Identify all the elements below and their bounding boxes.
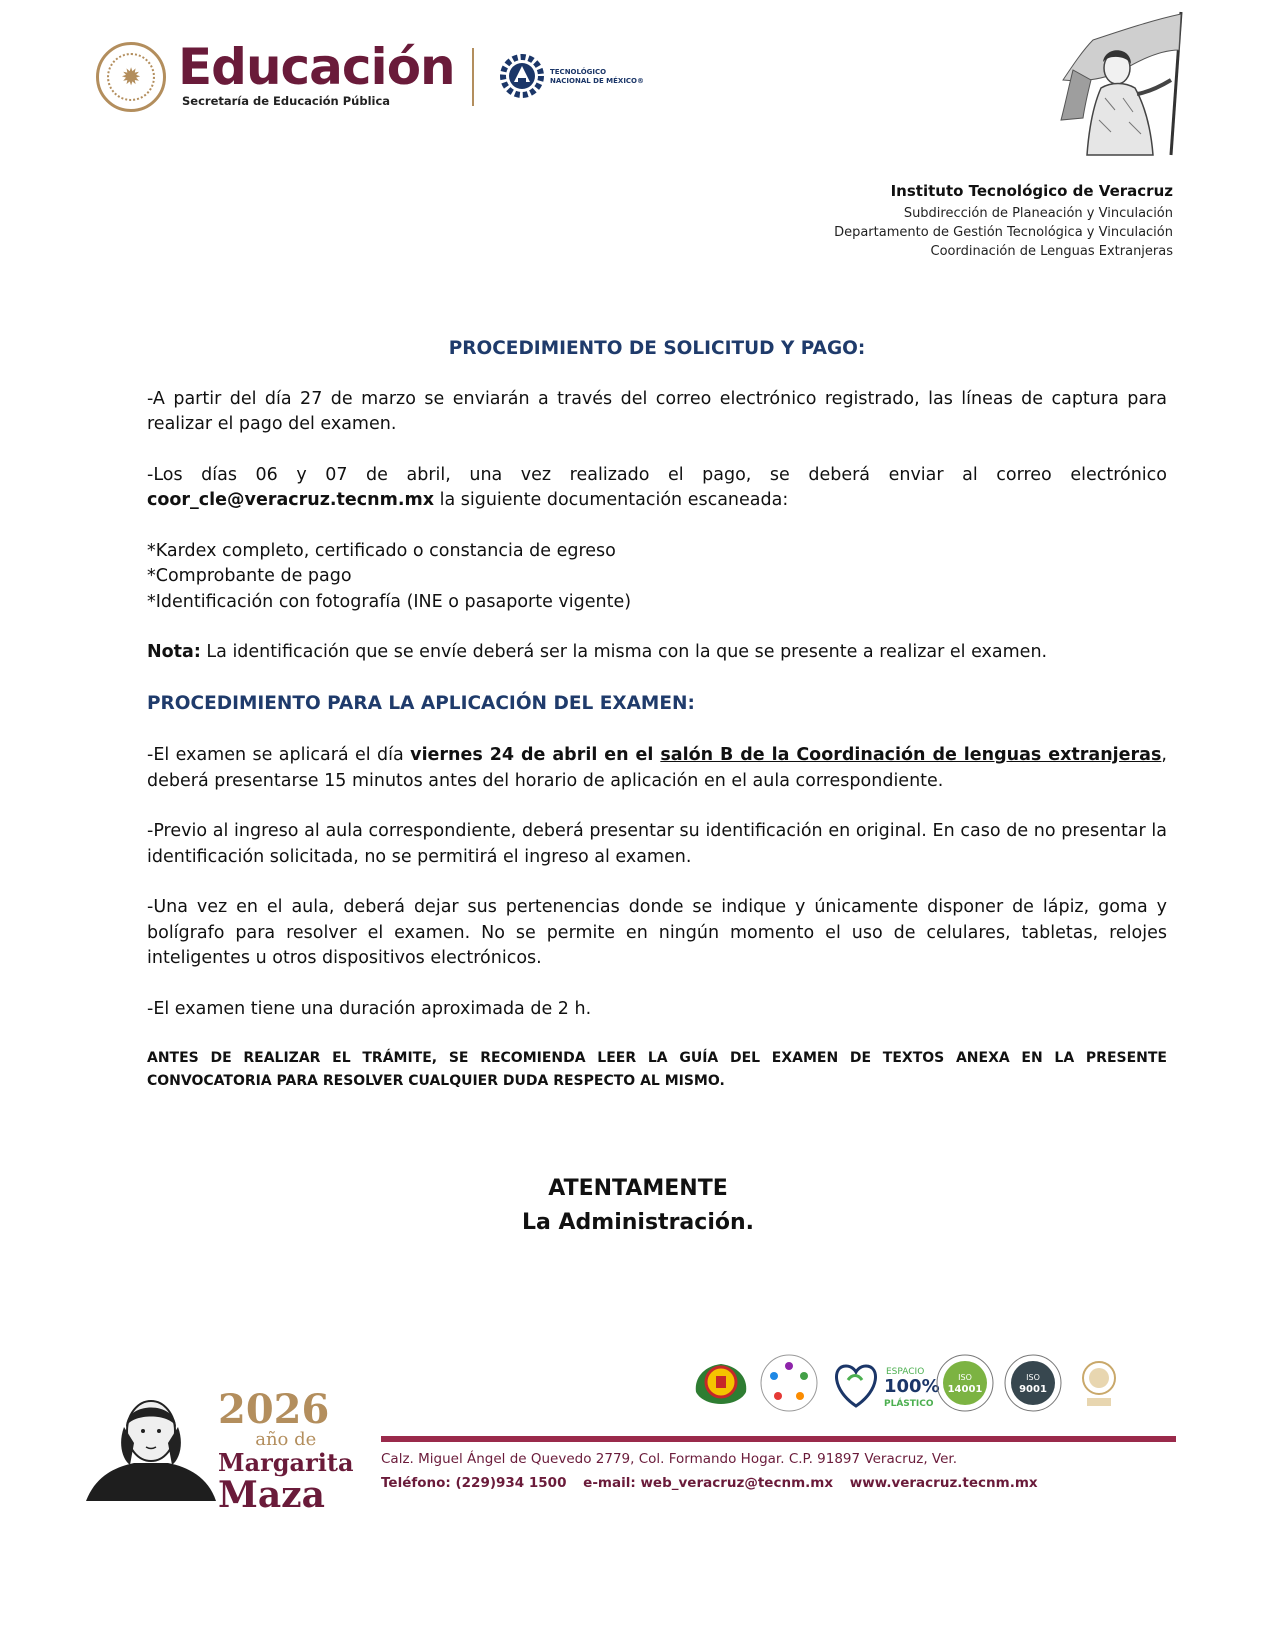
closing-signature [0,1172,1276,1240]
tecnm-logo-text: TECNOLÓGICO NACIONAL DE MÉXICO® [550,68,645,85]
svg-text:ESPACIO: ESPACIO [886,1367,925,1377]
itv-crest-icon [690,1352,752,1414]
footer-phone: Teléfono: (229)934 1500 [381,1475,567,1491]
svg-text:14001: 14001 [947,1384,983,1395]
svg-text:PLÁSTICO: PLÁSTICO [884,1399,934,1409]
year-name-first: Margarita [218,1448,354,1477]
iso-14001-icon [934,1352,996,1414]
education-brand-title: Educación [178,38,455,96]
note-paragraph: Nota: La identificación que se envíe deberá ser la misma con la que se presente a realizar el examen. [147,642,1048,662]
svg-text:ISO: ISO [958,1373,972,1382]
svg-text:9001: 9001 [1019,1384,1047,1395]
education-brand-subtitle: Secretaría de Educación Pública [182,94,391,108]
paragraph-send-documents: -Los días 06 y 07 de abril, una vez realizado el pago, se deberá enviar al correo electrónico coor_cle@veracruz.tecnm.mx la siguiente documentación escaneada: [147,464,1167,510]
institution-block [834,182,1173,261]
institution-coordination: Coordinación de Lenguas Extranjeras [930,244,1173,259]
eagle-icon: ✹ [107,53,155,101]
footer-address: Calz. Miguel Ángel de Quevedo 2779, Col. Formando Hogar. C.P. 91897 Veracruz, Ver. [381,1451,958,1467]
paragraph-duration: -El examen tiene una duración aproximada de 2 h. [147,998,592,1019]
exam-date: viernes 24 de abril en el [410,745,661,765]
svg-text:ISO: ISO [1026,1373,1040,1382]
heading-exam-procedure: PROCEDIMIENTO PARA LA APLICACIÓN DEL EXAMEN: [147,692,695,714]
year-de-label: año de [255,1429,317,1450]
brand-divider [472,48,474,106]
footer-contact [381,1475,1050,1491]
document-body [147,336,1167,1093]
coordination-email-link[interactable]: coor_cle@veracruz.tecnm.mx [147,490,435,510]
paragraph-exam-date: -El examen se aplicará el día viernes 24 de abril en el salón B de la Coordinación de lenguas extranjeras, deberá presentarse 15 minutos antes del horario de aplicación en el aula correspondiente. [147,745,1167,791]
year-number: 2026 [218,1386,330,1433]
footer-website-link[interactable]: www.veracruz.tecnm.mx [849,1475,1038,1491]
labor-equality-icon [758,1352,820,1414]
exam-location: salón B de la Coordinación de lenguas extranjeras [660,745,1162,765]
plastic-free-space-icon [826,1352,940,1414]
paragraph-capture-lines: -A partir del día 27 de marzo se enviarán a través del correo electrónico registrado, las líneas de captura para realizar el pago del examen. [147,388,1167,434]
heroine-with-flag-illustration [1053,10,1203,155]
footer-email-link[interactable]: e-mail: web_veracruz@tecnm.mx [583,1475,834,1491]
mexico-coat-of-arms-seal [96,42,166,112]
iso-9001-icon [1002,1352,1064,1414]
list-item: *Comprobante de pago [147,566,352,586]
tecnm-gear-logo-icon [500,48,544,104]
year-of-margarita-maza [218,1386,354,1516]
paragraph-identification: -Previo al ingreso al aula correspondiente, deberá presentar su identificación en original. En caso de no presentar la identificación solicitada, no se permitirá el ingreso al examen. [147,821,1167,867]
closing-greeting: ATENTAMENTE [548,1176,728,1201]
list-item: *Kardex completo, certificado o constancia de egreso [147,540,616,561]
footer-divider [381,1436,1176,1442]
institution-name: Instituto Tecnológico de Veracruz [890,182,1173,200]
required-documents-list [147,539,1167,616]
institution-department: Departamento de Gestión Tecnológica y Vinculación [834,225,1173,240]
list-item: *Identificación con fotografía (INE o pasaporte vigente) [147,591,632,612]
svg-text:100%: 100% [884,1376,940,1397]
certification-logos [690,1352,1130,1422]
closing-signatory: La Administración. [522,1210,754,1235]
recommendation-note: ANTES DE REALIZAR EL TRÁMITE, SE RECOMIENDA LEER LA GUÍA DEL EXAMEN DE TEXTOS ANEXA EN LA PRESENTE CONVOCATORIA PARA RESOLVER CUALQUIER DUDA RESPECTO AL MISMO. [147,1050,1167,1089]
quality-award-seal-icon [1068,1352,1130,1414]
heading-payment-procedure: PROCEDIMIENTO DE SOLICITUD Y PAGO: [448,338,866,359]
paragraph-belongings: -Una vez en el aula, deberá dejar sus pertenencias donde se indique y únicamente disponer de lápiz, goma y bolígrafo para resolver el examen. No se permite en ningún momento el uso de celulares, tabletas, relojes inteligentes u otros dispositivos electrónicos. [147,897,1167,968]
institution-subdirection: Subdirección de Planeación y Vinculación [903,206,1173,221]
note-label: Nota: [147,642,201,662]
margarita-maza-portrait-illustration [86,1383,216,1501]
year-name-last: Maza [218,1474,325,1516]
